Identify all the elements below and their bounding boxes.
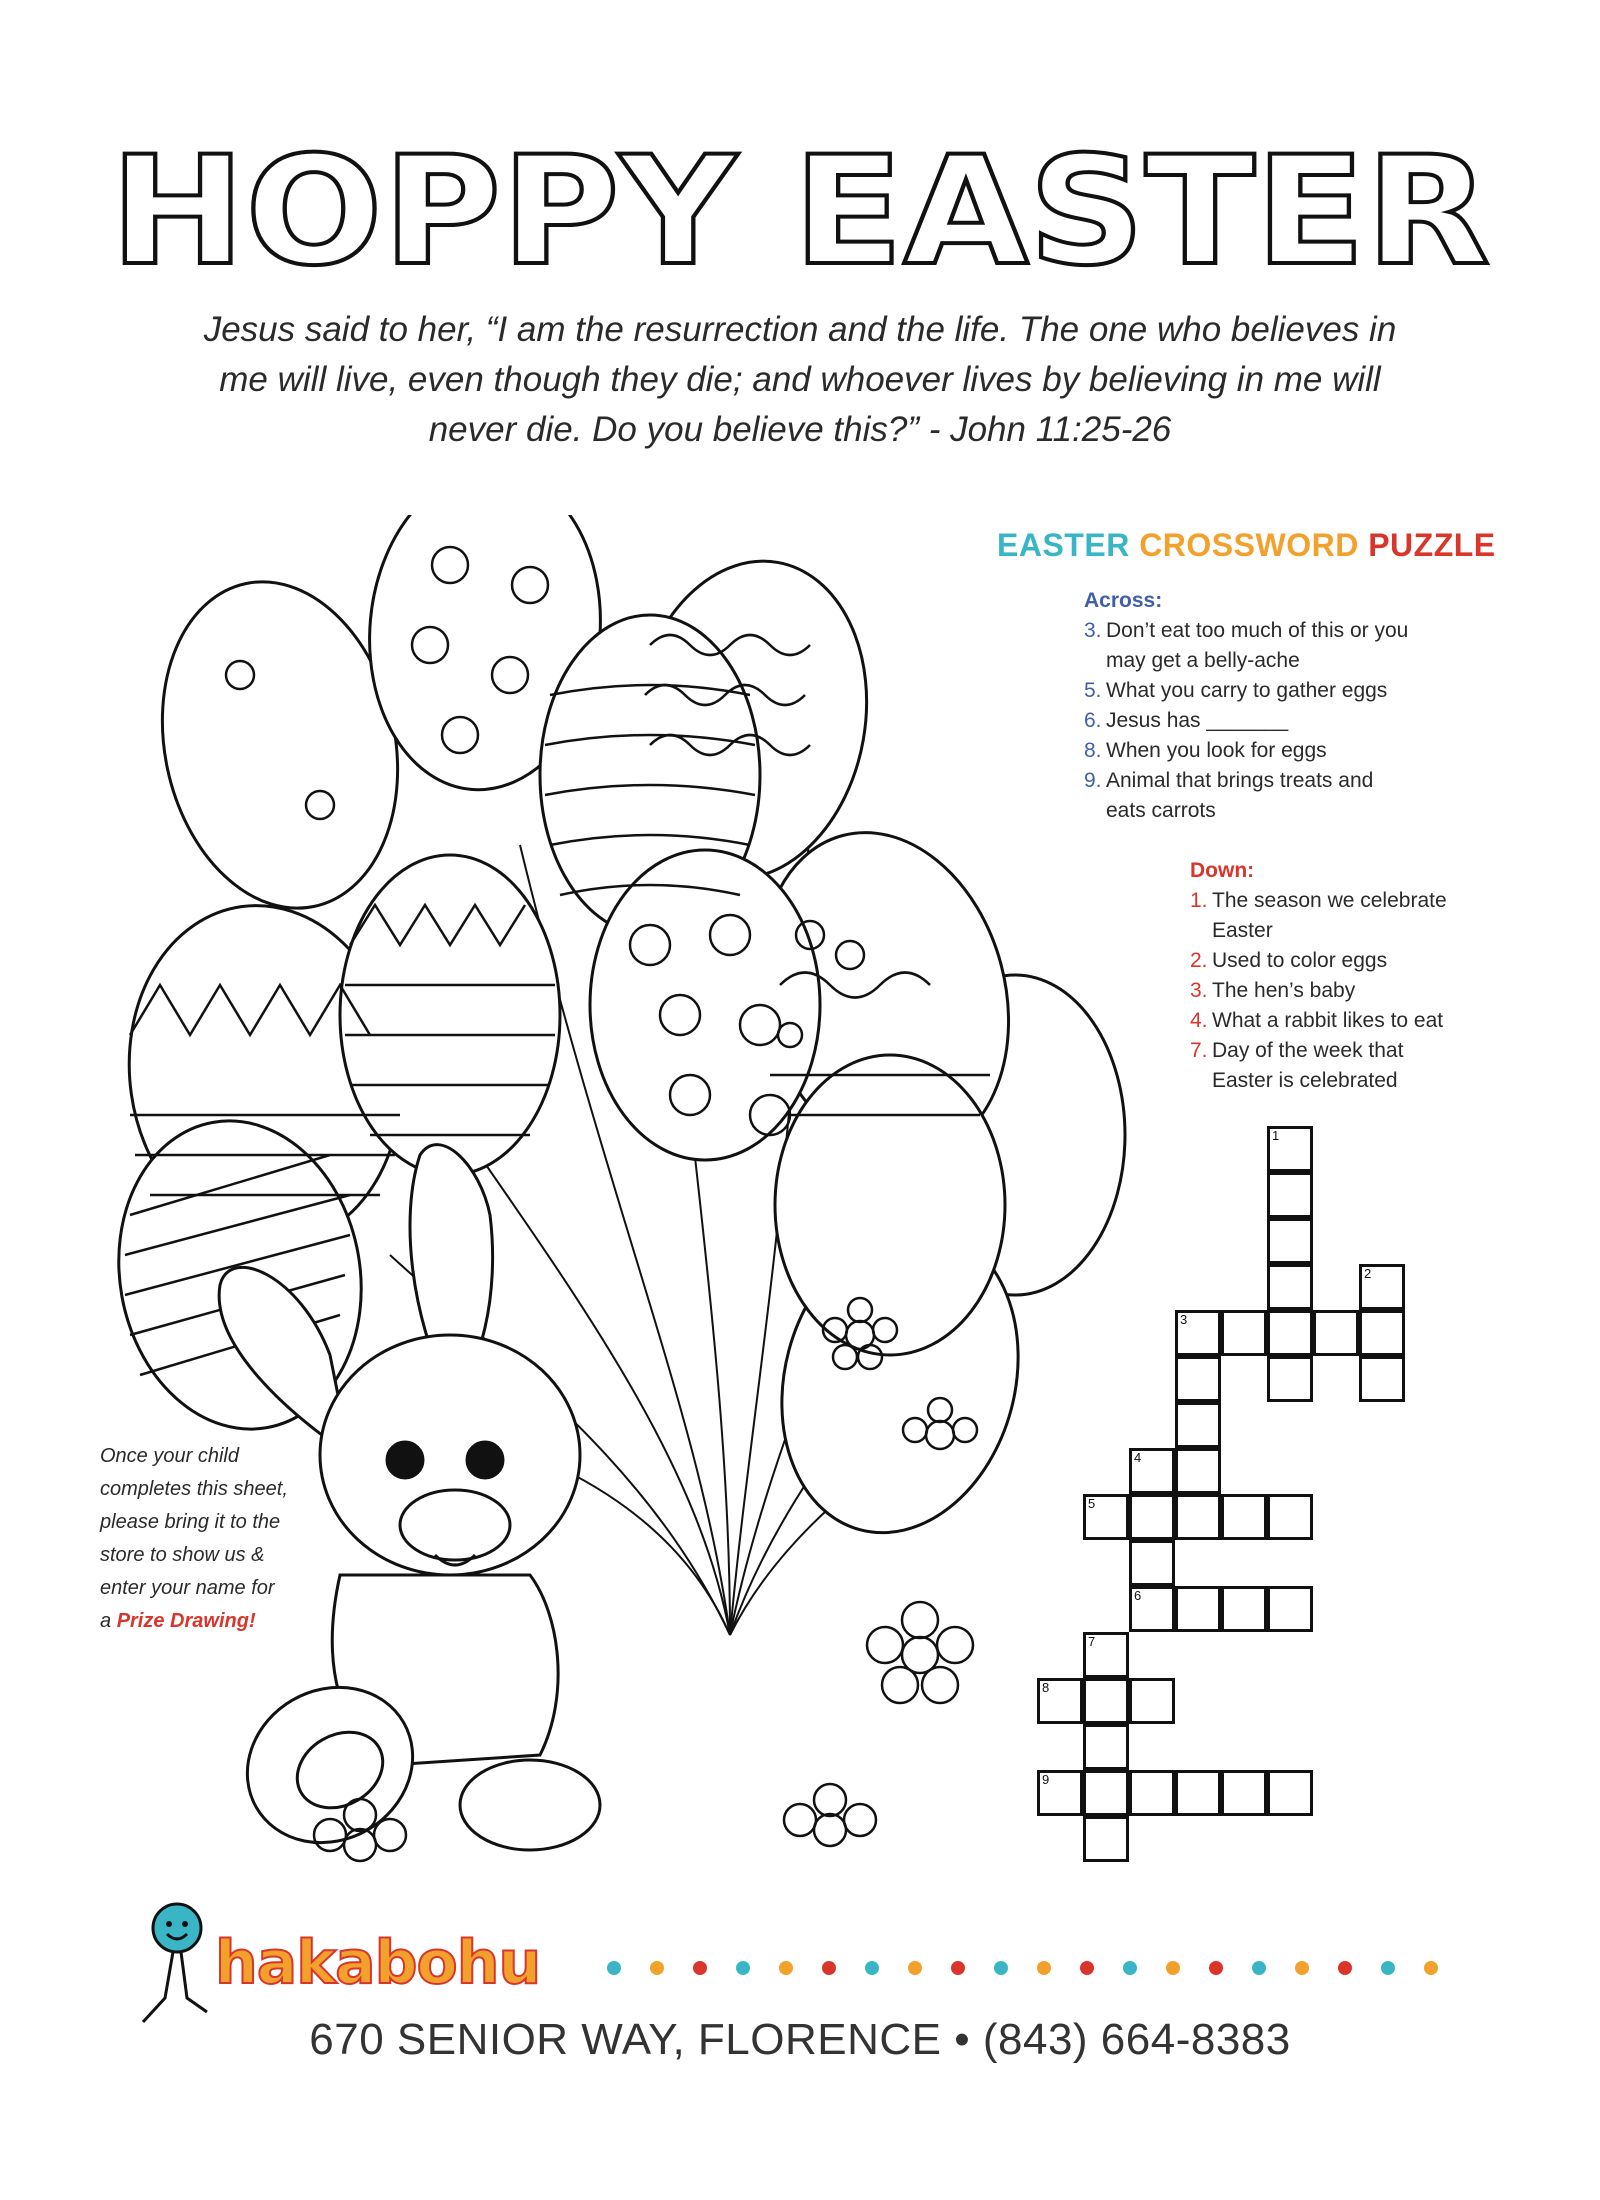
decorative-dot (951, 1961, 965, 1975)
crossword-cell[interactable] (1359, 1310, 1405, 1356)
crossword-cell-number: 1 (1272, 1128, 1280, 1143)
crossword-cell-number: 4 (1134, 1450, 1142, 1465)
clue-text: The hen’s baby (1212, 979, 1356, 1002)
decorative-dot (1209, 1961, 1223, 1975)
clue-number: 7. (1190, 1039, 1208, 1062)
crossword-title-word: EASTER (997, 527, 1130, 563)
decorative-dot (736, 1961, 750, 1975)
clue-number: 6. (1084, 709, 1102, 732)
decorative-dot (1123, 1961, 1137, 1975)
crossword-cell[interactable] (1267, 1126, 1313, 1172)
clue-number: 9. (1084, 769, 1102, 792)
crossword-cell[interactable] (1129, 1540, 1175, 1586)
crossword-cell[interactable] (1221, 1770, 1267, 1816)
crossword-cell[interactable] (1129, 1494, 1175, 1540)
crossword-cell[interactable] (1221, 1494, 1267, 1540)
crossword-cell[interactable] (1175, 1402, 1221, 1448)
crossword-title (997, 527, 1497, 564)
scripture-verse (180, 305, 1420, 455)
crossword-cell[interactable] (1175, 1586, 1221, 1632)
title-text: HOPPY EASTER (110, 135, 1490, 285)
crossword-cell[interactable] (1267, 1218, 1313, 1264)
clue-text: What a rabbit likes to eat (1212, 1009, 1444, 1032)
clue-number: 3. (1084, 619, 1102, 642)
clue-text: Don’t eat too much of this or you (1106, 619, 1409, 642)
clue-item (1190, 1036, 1520, 1096)
brand-wordmark: hakabohu (215, 1928, 541, 1998)
clue-number: 1. (1190, 889, 1208, 912)
crossword-cell[interactable] (1083, 1816, 1129, 1862)
crossword-cell[interactable] (1267, 1586, 1313, 1632)
crossword-cell[interactable] (1313, 1310, 1359, 1356)
crossword-cell[interactable] (1037, 1770, 1083, 1816)
crossword-cell[interactable] (1129, 1586, 1175, 1632)
decorative-dot (1252, 1961, 1266, 1975)
crossword-cell[interactable] (1175, 1356, 1221, 1402)
clue-text-cont: Easter (1212, 919, 1273, 942)
clue-item (1084, 676, 1484, 706)
crossword-cell-number: 8 (1042, 1680, 1050, 1695)
crossword-cell[interactable] (1267, 1494, 1313, 1540)
note-line: completes this sheet, (100, 1478, 288, 1500)
crossword-title-word: PUZZLE (1368, 527, 1496, 563)
crossword-cell[interactable] (1267, 1172, 1313, 1218)
crossword-cell[interactable] (1359, 1264, 1405, 1310)
prize-drawing-text: Prize Drawing! (116, 1610, 256, 1632)
across-clues (1084, 586, 1484, 826)
crossword-cell[interactable] (1175, 1448, 1221, 1494)
decorative-dot (1381, 1961, 1395, 1975)
crossword-cell[interactable] (1267, 1770, 1313, 1816)
crossword-cell[interactable] (1129, 1678, 1175, 1724)
clue-item (1084, 766, 1484, 826)
clue-item (1084, 736, 1484, 766)
bunny-balloons-coloring-illustration (90, 515, 1170, 1875)
crossword-cell[interactable] (1129, 1770, 1175, 1816)
down-header: Down: (1190, 859, 1255, 882)
clue-text: Animal that brings treats and (1106, 769, 1374, 792)
clue-item (1084, 706, 1484, 736)
clue-text: The season we celebrate (1212, 889, 1447, 912)
decorative-dot-row (606, 1958, 1506, 1978)
decorative-dot (1166, 1961, 1180, 1975)
crossword-cell[interactable] (1037, 1678, 1083, 1724)
decorative-dot (779, 1961, 793, 1975)
decorative-dot (1295, 1961, 1309, 1975)
crossword-cell[interactable] (1267, 1310, 1313, 1356)
decorative-dot (865, 1961, 879, 1975)
note-line: store to show us & (100, 1544, 265, 1566)
verse-line: me will live, even though they die; and whoever lives by believing in me will (219, 360, 1381, 399)
decorative-dot (1338, 1961, 1352, 1975)
crossword-cell[interactable] (1083, 1494, 1129, 1540)
crossword-cell[interactable] (1129, 1448, 1175, 1494)
prize-drawing-note (100, 1440, 330, 1638)
clue-number: 2. (1190, 949, 1208, 972)
crossword-cell[interactable] (1175, 1770, 1221, 1816)
crossword-cell-number: 9 (1042, 1772, 1050, 1787)
clue-text-cont: Easter is celebrated (1212, 1069, 1398, 1092)
decorative-dot (1080, 1961, 1094, 1975)
crossword-cell[interactable] (1221, 1586, 1267, 1632)
crossword-cell[interactable] (1175, 1310, 1221, 1356)
clue-number: 3. (1190, 979, 1208, 1002)
crossword-cell-number: 6 (1134, 1588, 1142, 1603)
note-line: please bring it to the (100, 1511, 281, 1533)
across-header: Across: (1084, 589, 1163, 612)
crossword-cell[interactable] (1083, 1770, 1129, 1816)
crossword-title-word: CROSSWORD (1139, 527, 1359, 563)
store-address: 670 SENIOR WAY, FLORENCE • (843) 664-8383 (309, 2015, 1291, 2064)
clue-text: Used to color eggs (1212, 949, 1388, 972)
crossword-cell-number: 7 (1088, 1634, 1096, 1649)
decorative-dot (693, 1961, 707, 1975)
clue-item (1190, 976, 1520, 1006)
crossword-cell-number: 5 (1088, 1496, 1096, 1511)
decorative-dot (908, 1961, 922, 1975)
note-line-last (100, 1605, 330, 1638)
clue-text: Day of the week that (1212, 1039, 1404, 1062)
clue-text: Jesus has _______ (1106, 709, 1289, 732)
clue-item (1190, 886, 1520, 946)
clue-text-cont: may get a belly-ache (1106, 649, 1300, 672)
note-line: Once your child (100, 1445, 239, 1467)
crossword-cell[interactable] (1267, 1356, 1313, 1402)
clue-item (1084, 616, 1484, 676)
crossword-cell[interactable] (1221, 1310, 1267, 1356)
clue-text: What you carry to gather eggs (1106, 679, 1388, 702)
decorative-dot (994, 1961, 1008, 1975)
decorative-dot (650, 1961, 664, 1975)
clue-text-cont: eats carrots (1106, 799, 1216, 822)
verse-line: Jesus said to her, “I am the resurrection and the life. The one who believes in (203, 310, 1397, 349)
crossword-cell[interactable] (1267, 1264, 1313, 1310)
crossword-cell[interactable] (1083, 1724, 1129, 1770)
clue-item (1190, 946, 1520, 976)
decorative-dot (1037, 1961, 1051, 1975)
decorative-dot (607, 1961, 621, 1975)
note-prefix: a (100, 1610, 117, 1632)
clue-number: 8. (1084, 739, 1102, 762)
note-line: enter your name for (100, 1577, 275, 1599)
crossword-cell[interactable] (1083, 1678, 1129, 1724)
crossword-cell[interactable] (1359, 1356, 1405, 1402)
crossword-cell[interactable] (1083, 1632, 1129, 1678)
crossword-cell-number: 3 (1180, 1312, 1188, 1327)
clue-number: 4. (1190, 1009, 1208, 1032)
clue-number: 5. (1084, 679, 1102, 702)
clue-text: When you look for eggs (1106, 739, 1327, 762)
clue-item (1190, 1006, 1520, 1036)
crossword-cell[interactable] (1175, 1494, 1221, 1540)
decorative-dot (1424, 1961, 1438, 1975)
down-clues (1190, 856, 1520, 1096)
page-title (0, 135, 1600, 285)
crossword-cell-number: 2 (1364, 1266, 1372, 1281)
decorative-dot (822, 1961, 836, 1975)
verse-line: never die. Do you believe this?” - John 11:25-26 (428, 410, 1172, 449)
